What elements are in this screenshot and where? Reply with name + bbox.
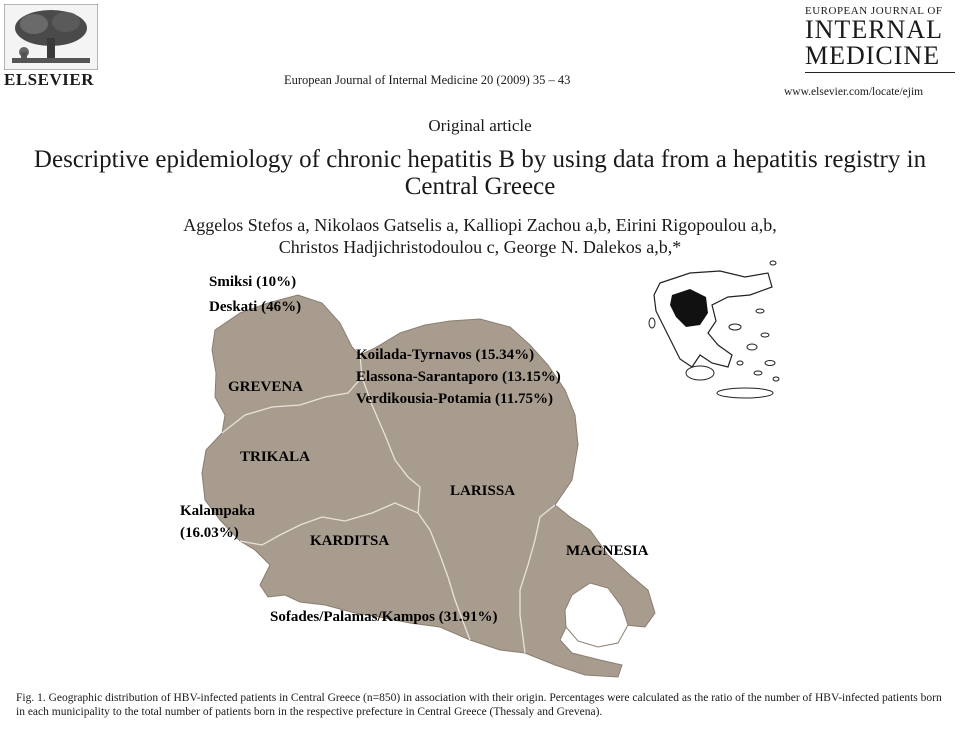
greece-inset-map (649, 261, 779, 398)
region-label-trikala: TRIKALA (240, 449, 311, 465)
journal-name-line2: MEDICINE (805, 41, 941, 70)
journal-name-line1: INTERNAL (805, 15, 943, 44)
annotation-deskati: Deskati (46%) (209, 299, 302, 315)
annotation-smiksi: Smiksi (10%) (209, 274, 297, 290)
journal-citation: European Journal of Internal Medicine 20 (2009) 35 – 43 (284, 73, 571, 87)
region-label-grevena: GREVENA (228, 379, 304, 395)
central-greece-map (0, 255, 960, 687)
journal-url-link[interactable]: www.elsevier.com/locate/ejim (784, 86, 924, 98)
author-list (30, 214, 930, 258)
figure-caption: Fig. 1. Geographic distribution of HBV-infected patients in Central Greece (n=850) in association with their origin. Percentages were calculated as the ratio of the number of HBV-infected patients born in each municipality to the total number of patients born in the respective prefecture in Central Greece (Thessaly and Grevena). (16, 692, 942, 718)
annotation-sofades-palamas-kampos: Sofades/Palamas/Kampos (31.91%) (270, 609, 498, 625)
authors-line-2: Christos Hadjichristodoulou c, George N. Dalekos a,b,* (278, 237, 682, 257)
article-type: Original article (428, 116, 532, 135)
journal-name-small: EUROPEAN JOURNAL OF (805, 5, 943, 17)
region-label-larissa: LARISSA (450, 483, 516, 499)
annotation-verdikousia-potamia: Verdikousia-Potamia (11.75%) (356, 391, 553, 407)
authors-line-1: Aggelos Stefos a, Nikolaos Gatselis a, Kalliopi Zachou a,b, Eirini Rigopoulou a,b, (183, 215, 777, 235)
annotation-koilada-tyrnavos: Koilada-Tyrnavos (15.34%) (356, 347, 535, 363)
masthead-divider (805, 72, 955, 73)
region-label-magnesia: MAGNESIA (566, 543, 649, 559)
elsevier-tree-logo-icon (4, 4, 98, 70)
publisher-name: ELSEVIER (4, 70, 94, 89)
region-label-karditsa: KARDITSA (310, 533, 390, 549)
article-title: Descriptive epidemiology of chronic hepatitis B by using data from a hepatitis registry in Central Greece (33, 146, 927, 200)
annotation-kalampaka: Kalampaka (180, 503, 256, 519)
journal-masthead (805, 5, 957, 73)
annotation-elassona-sarantaporo: Elassona-Sarantaporo (13.15%) (356, 369, 561, 385)
annotation-kalampaka-percent: (16.03%) (180, 525, 239, 541)
